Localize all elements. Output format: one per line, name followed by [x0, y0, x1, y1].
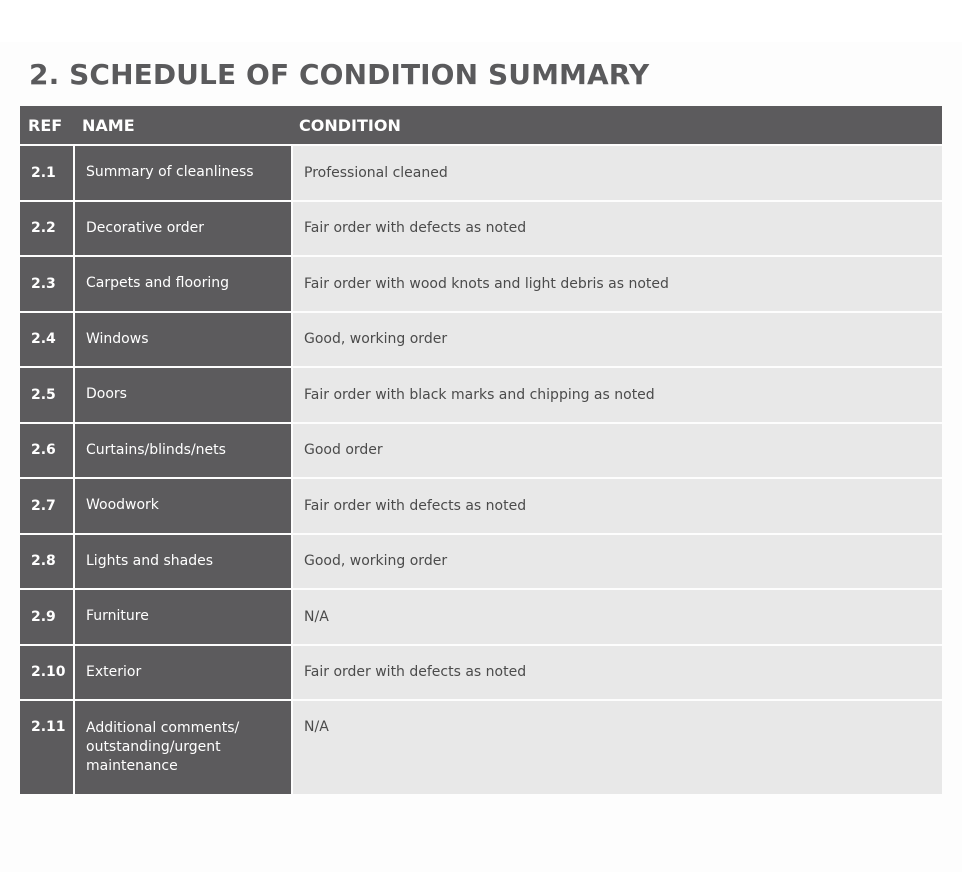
condition-cell: Good, working order: [293, 535, 942, 589]
name-cell: Woodwork: [75, 479, 291, 533]
ref-cell: 2.6: [20, 424, 73, 478]
name-cell: Additional comments/ outstanding/urgent maintenance: [75, 701, 291, 794]
ref-cell: 2.3: [20, 257, 73, 311]
ref-cell: 2.8: [20, 535, 73, 589]
condition-cell: Fair order with black marks and chipping as noted: [293, 368, 942, 422]
condition-summary-table: [20, 106, 942, 794]
table-row: [20, 590, 942, 644]
table-row: [20, 701, 942, 794]
table-header: [20, 106, 942, 144]
table-row: [20, 257, 942, 311]
ref-cell: 2.11: [20, 701, 73, 794]
table-row: [20, 368, 942, 422]
ref-cell: 2.2: [20, 202, 73, 256]
table-row: [20, 535, 942, 589]
condition-cell: N/A: [293, 701, 942, 794]
condition-cell: Fair order with defects as noted: [293, 646, 942, 700]
ref-cell: 2.7: [20, 479, 73, 533]
condition-cell: Fair order with wood knots and light debris as noted: [293, 257, 942, 311]
name-cell: Curtains/blinds/nets: [75, 424, 291, 478]
ref-cell: 2.4: [20, 313, 73, 367]
condition-cell: N/A: [293, 590, 942, 644]
name-cell: Summary of cleanliness: [75, 146, 291, 200]
name-cell: Exterior: [75, 646, 291, 700]
condition-cell: Fair order with defects as noted: [293, 202, 942, 256]
table-row: [20, 313, 942, 367]
ref-cell: 2.9: [20, 590, 73, 644]
column-header-ref: REF: [28, 115, 63, 135]
ref-cell: 2.5: [20, 368, 73, 422]
condition-cell: Good, working order: [293, 313, 942, 367]
name-cell: Doors: [75, 368, 291, 422]
table-row: [20, 424, 942, 478]
table-row: [20, 479, 942, 533]
name-cell: Windows: [75, 313, 291, 367]
table-row: [20, 146, 942, 200]
table-row: [20, 202, 942, 256]
condition-cell: Fair order with defects as noted: [293, 479, 942, 533]
ref-cell: 2.10: [20, 646, 73, 700]
section-title: 2. SCHEDULE OF CONDITION SUMMARY: [29, 58, 650, 91]
column-header-name: NAME: [82, 115, 135, 135]
ref-cell: 2.1: [20, 146, 73, 200]
condition-cell: Professional cleaned: [293, 146, 942, 200]
table-row: [20, 646, 942, 700]
column-header-condition: CONDITION: [299, 115, 401, 135]
condition-cell: Good order: [293, 424, 942, 478]
name-cell: Furniture: [75, 590, 291, 644]
name-cell: Lights and shades: [75, 535, 291, 589]
name-cell: Decorative order: [75, 202, 291, 256]
name-cell: Carpets and flooring: [75, 257, 291, 311]
